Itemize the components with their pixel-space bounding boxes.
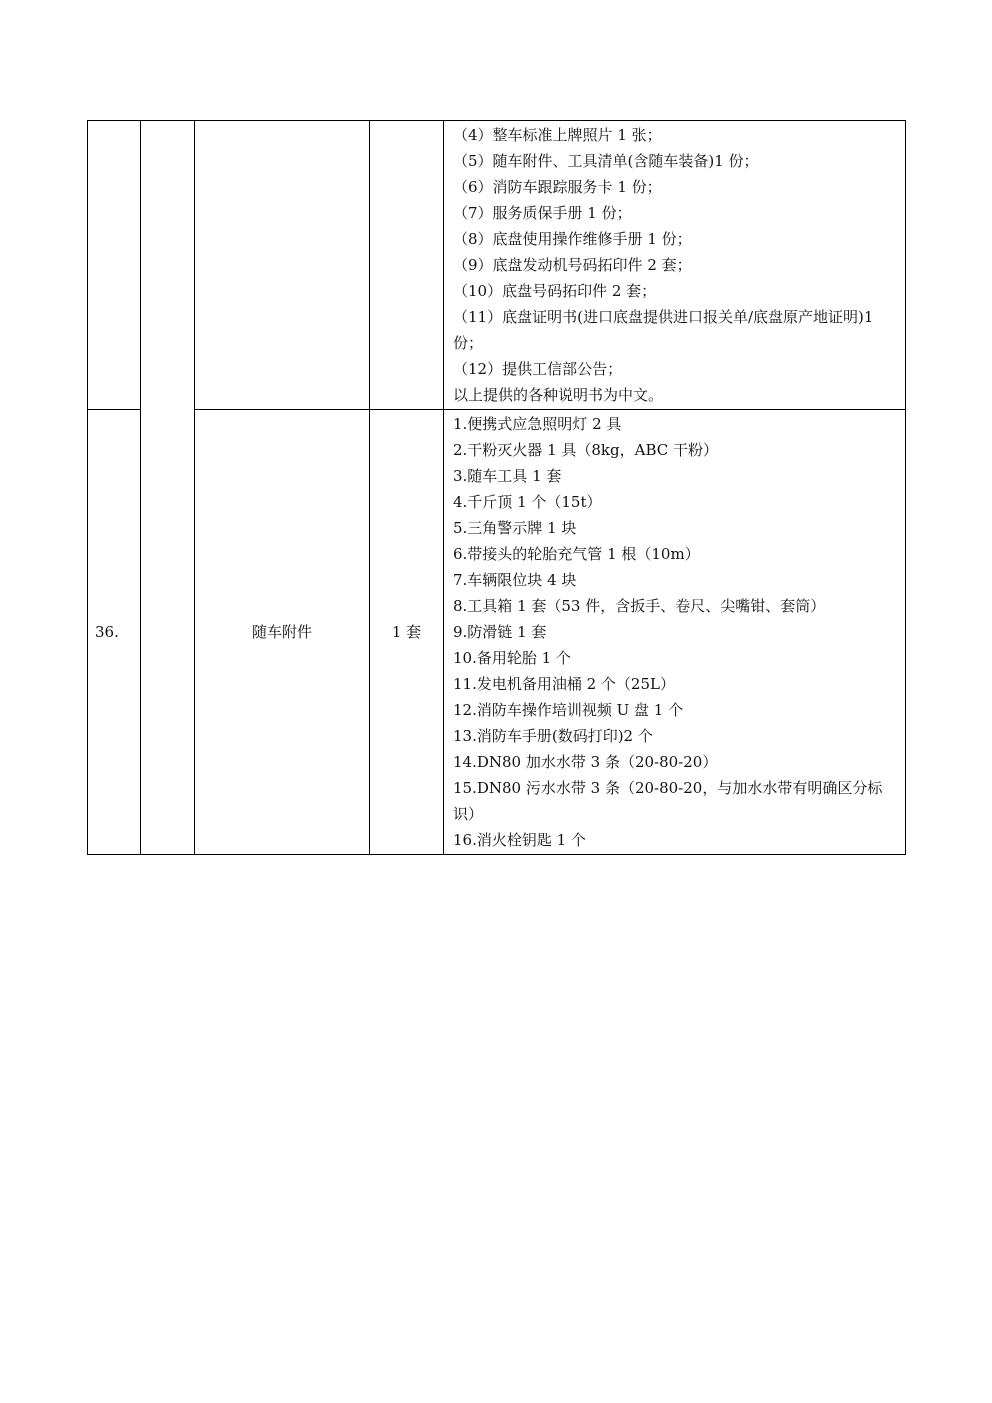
description-line: （7）服务质保手册 1 份； [453,204,632,222]
description-line: 14.DN80 加水水带 3 条（20-80-20） [453,753,718,771]
description-line: （5）随车附件、工具清单(含随车装备)1 份； [453,152,759,170]
description-line: 8.工具箱 1 套（53 件，含扳手、卷尺、尖嘴钳、套筒） [453,597,826,615]
description-line: 9.防滑链 1 套 [453,623,547,641]
description-cell [444,410,906,855]
description-line: （11）底盘证明书(进口底盘提供进口报关单/底盘原产地证明)1 份； [453,308,874,352]
description-line: 1.便携式应急照明灯 2 具 [453,415,622,433]
description-line: 16.消火栓钥匙 1 个 [453,831,586,849]
description-line: （12）提供工信部公告； [453,360,623,378]
quantity-cell: 1 套 [370,410,444,855]
description-line: （4）整车标准上牌照片 1 张； [453,126,662,144]
description-line: 4.千斤顶 1 个（15t） [453,493,602,511]
description-line: 2.干粉灭火器 1 具（8kg，ABC 干粉） [453,441,719,459]
description-line: 12.消防车操作培训视频 U 盘 1 个 [453,701,684,719]
specification-table [87,120,906,855]
quantity-cell [370,121,444,410]
description-line: （9）底盘发动机号码拓印件 2 套； [453,256,692,274]
table-row [88,410,906,855]
item-number-cell [88,121,141,410]
category-cell [141,121,195,855]
item-number-cell: 36. [88,410,141,855]
description-line: 3.随车工具 1 套 [453,467,562,485]
description-line: 6.带接头的轮胎充气管 1 根（10m） [453,545,700,563]
description-line: 11.发电机备用油桶 2 个（25L） [453,675,675,693]
description-line: （10）底盘号码拓印件 2 套； [453,282,657,300]
description-line: 5.三角警示牌 1 块 [453,519,577,537]
description-cell [444,121,906,410]
item-name-cell: 随车附件 [195,410,370,855]
description-line: （8）底盘使用操作维修手册 1 份； [453,230,692,248]
item-name-cell [195,121,370,410]
table-row [88,121,906,410]
description-line: 15.DN80 污水水带 3 条（20-80-20，与加水水带有明确区分标识） [453,779,883,823]
description-line: 13.消防车手册(数码打印)2 个 [453,727,653,745]
description-line: 10.备用轮胎 1 个 [453,649,571,667]
description-line: 以上提供的各种说明书为中文。 [453,386,664,404]
description-line: 7.车辆限位块 4 块 [453,571,577,589]
description-line: （6）消防车跟踪服务卡 1 份； [453,178,662,196]
